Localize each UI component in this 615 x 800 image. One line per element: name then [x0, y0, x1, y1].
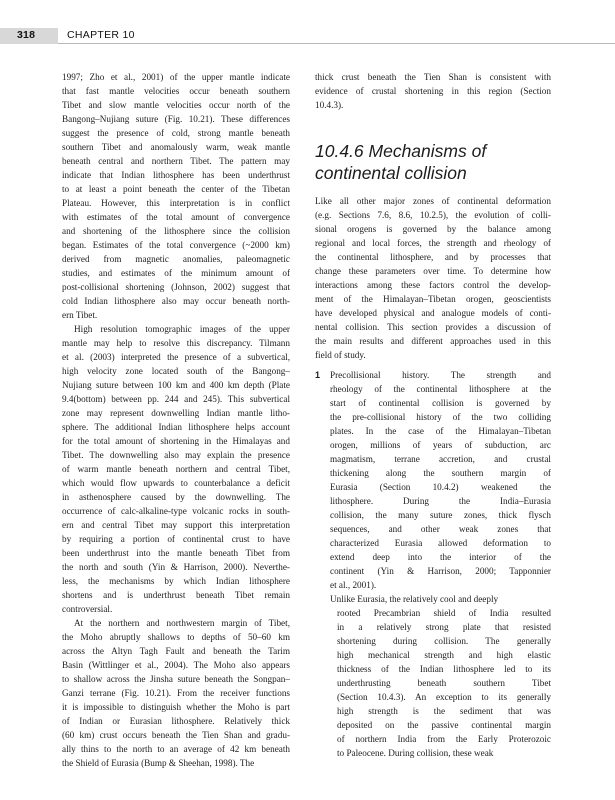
text-line: of northern India from the Early Proterozoic: [337, 734, 551, 744]
right-paragraph-2: [315, 194, 551, 362]
text-line: Tibet and slow mantle velocities occur north of the: [62, 100, 290, 110]
text-line: Nujiang suture between 100 km and 400 km depth (Plate: [62, 380, 290, 390]
text-line: thickening along the southern margin of: [330, 468, 551, 478]
text-line: high velocity zone located south of the Bangong–: [62, 366, 290, 376]
text-line: 9.4(bottom) between pp. 244 and 245). This subvertical: [62, 394, 290, 404]
spacer: [315, 112, 551, 140]
text-line: suggest the presence of cold, strong mantle beneath: [62, 128, 290, 138]
spacer: [315, 184, 551, 194]
text-line: cold Indian lithosphere also may occur beneath north-: [62, 296, 290, 306]
text-line: Eurasia (Section 10.4.2) weakened the: [330, 482, 551, 492]
text-line: Ganzi terrane (Fig. 10.21). From the receiver functions: [62, 688, 290, 698]
text-line: ally thins to the north to an average of 42 km beneath: [62, 744, 290, 754]
text-line: Like all other major zones of continental deformation: [315, 196, 551, 206]
text-line: (Section 10.4.3). An exception to its generally: [337, 692, 551, 702]
text-line: mantle may help to resolve this discrepancy. Tilmann: [62, 338, 290, 348]
text-line: beneath central and northern Tibet. The pattern may: [62, 156, 290, 166]
left-paragraph-2: [62, 322, 290, 616]
list-item-text: [330, 368, 551, 592]
text-line: controversial.: [62, 604, 113, 614]
text-line: Precollisional history. The strength and: [330, 370, 551, 380]
text-line: plates. In the case of the Himalayan–Tibetan: [330, 426, 551, 436]
text-line: ern and central Tibet may support this interpretation: [62, 520, 290, 530]
text-line: 10.4.3).: [315, 100, 344, 110]
text-line: start of continental collision is governed by: [330, 398, 551, 408]
text-line: Tibet. The downwelling also may explain the presence: [62, 450, 290, 460]
text-line: (e.g. Sections 7.6, 8.6, 10.2.5), the evolution of colli-: [315, 210, 551, 220]
text-line: continent (Yin & Harrison, 2000; Tapponnier: [330, 566, 551, 576]
section-heading-line-1: 10.4.6 Mechanisms of: [315, 141, 487, 161]
text-line: in asthenosphere caused by the downwelling. The: [62, 492, 290, 502]
text-line: Plateau. However, this interpretation is in conflict: [62, 198, 290, 208]
text-line: less, the mechanisms by which Indian lithosphere: [62, 576, 290, 586]
text-line: derived from magnetic anomalies, paleomagnetic: [62, 254, 290, 264]
text-line: it is impossible to distinguish whether the Moho is part: [62, 702, 290, 712]
text-line: et al., 2001).: [330, 580, 377, 590]
text-line: field of study.: [315, 350, 366, 360]
text-line: the north and south (Yin & Harrison, 2000). Neverthe-: [62, 562, 290, 572]
text-line: Basin (Wittlinger et al., 2004). The Moho also appears: [62, 660, 290, 670]
text-line: southern Tibet and anomalously warm, weak mantle: [62, 142, 290, 152]
text-line: of Indian or Eurasian lithosphere. Relatively thick: [62, 716, 290, 726]
list-item-1: [315, 368, 551, 592]
left-paragraph-3: [62, 616, 290, 770]
text-line: ern Tibet.: [62, 310, 98, 320]
text-line: with estimates of the total amount of convergence: [62, 212, 290, 222]
text-line: studies, and estimates of the minimum amount of: [62, 268, 290, 278]
text-line: high strength is the sediment that was: [337, 706, 551, 716]
text-line: ment of the Himalayan–Tibetan orogen, geoscientists: [315, 294, 551, 304]
text-line: shortening during collision. The generally: [337, 636, 551, 646]
text-line: began. Estimates of the total convergence (~2000 km): [62, 240, 290, 250]
text-line: of warm mantle beneath northern and central Tibet,: [62, 464, 290, 474]
text-line: sequences, and other weak zones that: [330, 524, 551, 534]
text-line: underthrusting beneath southern Tibet: [337, 678, 551, 688]
text-line: High resolution tomographic images of the upper: [74, 324, 290, 334]
page-number: 318: [17, 29, 36, 41]
text-line: interactions among these factors control the develop-: [315, 280, 551, 290]
text-line: 1997; Zho et al., 2001) of the upper mantle indicate: [62, 72, 290, 82]
header-rule: [58, 43, 615, 44]
text-line: the continental lithosphere, and by processes that: [315, 252, 551, 262]
text-line: indicate that Indian lithosphere has been underthrust: [62, 170, 290, 180]
list-continuation: [315, 592, 551, 760]
continuation-lines: [337, 606, 551, 760]
right-column: [315, 70, 551, 760]
text-line: sional orogens is governed by the balance among: [315, 224, 551, 234]
text-line: regional and local forces, the strength and rheology of: [315, 238, 551, 248]
text-line: characterized Eurasia allowed deformation to: [330, 538, 551, 548]
text-line: sphere. The additional Indian lithosphere helps account: [62, 422, 290, 432]
text-line: thick crust beneath the Tien Shan is consistent with: [315, 72, 551, 82]
right-paragraph-1: [315, 70, 551, 112]
text-line: rheology of the continental lithosphere at the: [330, 384, 551, 394]
page-header: [0, 0, 615, 40]
chapter-title: CHAPTER 10: [67, 29, 135, 41]
text-line: (60 km) crust occurs beneath the Tien Shan and gradu-: [62, 730, 290, 740]
continuation-first-line: Unlike Eurasia, the relatively cool and deeply: [330, 594, 499, 604]
list-item-number: 1: [315, 370, 321, 380]
text-line: shortens and is underthrust beneath Tibet remain: [62, 590, 290, 600]
text-line: by requiring a portion of continental crust to have: [62, 534, 290, 544]
text-line: to shallow across the Jinsha suture beneath the Songpan–: [62, 674, 290, 684]
text-line: have developed physical and analogue models of conti-: [315, 308, 551, 318]
text-line: across the Altyn Tagh Fault and beneath the Tarim: [62, 646, 290, 656]
text-line: in a relatively strong plate that resisted: [337, 622, 551, 632]
text-line: post-collisional shortening (Johnson, 2002) suggest that: [62, 282, 290, 292]
text-line: magmatism, terrane accretion, and crustal: [330, 454, 551, 464]
text-line: for the total amount of shortening in the Himalayas and: [62, 436, 290, 446]
text-line: collision, the many suture zones, thick flysch: [330, 510, 551, 520]
text-line: et al. (2003) interpreted the presence of a subvertical,: [62, 352, 290, 362]
text-line: the main results and different approaches used in this: [315, 336, 551, 346]
text-line: nental collision. This section provides a discussion of: [315, 322, 551, 332]
text-line: zone may represent downwelling Indian mantle litho-: [62, 408, 290, 418]
text-line: deposited on the passive continental margin: [337, 720, 551, 730]
text-line: evidence of crustal shortening in this region (Section: [315, 86, 551, 96]
text-line: the pre-collisional history of the two colliding: [330, 412, 551, 422]
text-line: At the northern and northwestern margin of Tibet,: [74, 618, 290, 628]
text-line: the Shield of Eurasia (Bump & Sheehan, 1998). The: [62, 758, 255, 768]
text-line: which would flow upwards to counterbalance a deficit: [62, 478, 290, 488]
left-paragraph-1: [62, 70, 290, 322]
text-line: lithosphere. During the India–Eurasia: [330, 496, 551, 506]
text-line: rooted Precambrian shield of India resulted: [337, 608, 551, 618]
text-line: high mechanical strength and high elastic: [337, 650, 551, 660]
text-line: and shortening of the lithosphere since the collision: [62, 226, 290, 236]
text-line: to at least a point beneath the center of the Tibetan: [62, 184, 290, 194]
text-line: extend deep into the interior of the: [330, 552, 551, 562]
text-line: that fast mantle velocities occur beneath southern: [62, 86, 290, 96]
text-line: been underthrust into the mantle beneath Tibet from: [62, 548, 290, 558]
left-column: [62, 70, 290, 770]
text-line: orogen, millions of years of subduction, arc: [330, 440, 551, 450]
text-line: the Moho abruptly shallows to depths of 50–60 km: [62, 632, 290, 642]
text-line: Bangong–Nujiang suture (Fig. 10.21). These differences: [62, 114, 290, 124]
text-line: to Paleocene. During collision, these weak: [337, 748, 494, 758]
text-line: change these parameters over time. To determine how: [315, 266, 551, 276]
text-line: occurrence of calc-alkaline-type volcanic rocks in south-: [62, 506, 290, 516]
text-line: thickness of the Indian lithosphere led to its: [337, 664, 551, 674]
section-heading-line-2: continental collision: [315, 163, 467, 183]
